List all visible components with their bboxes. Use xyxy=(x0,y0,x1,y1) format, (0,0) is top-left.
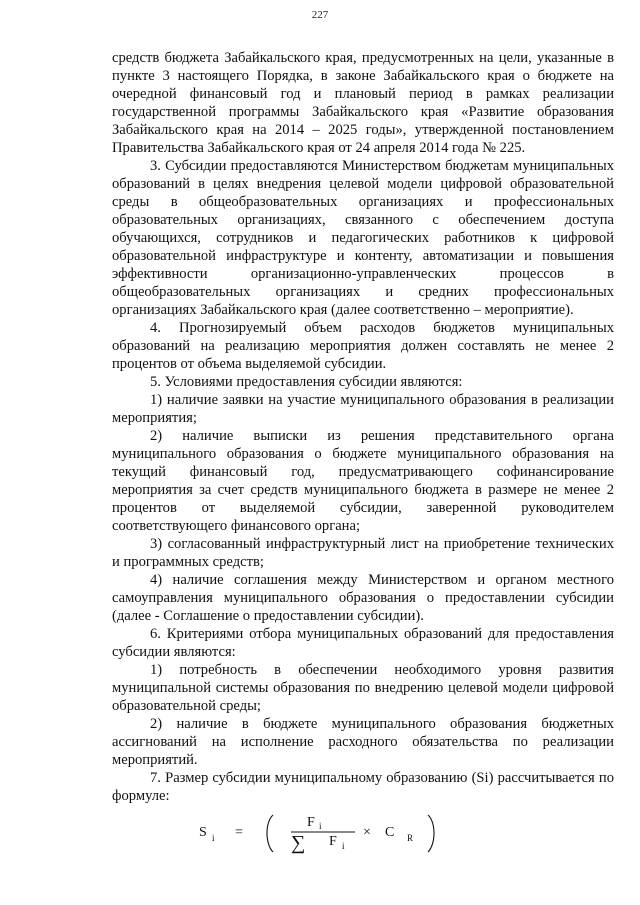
formula-times: × xyxy=(363,825,371,840)
paragraph-5-item-1: 1) наличие заявки на участие муниципального образования в реализации мероприятия; xyxy=(112,392,614,426)
paragraph-5: 5. Условиями предоставления субсидии являются: xyxy=(150,374,463,390)
paragraph-6-item-1: 1) потребность в обеспечении необходимого уровня развития муниципальной системы образования по внедрению целевой модели цифровой образовательной среды; xyxy=(112,662,614,714)
formula-lhs: S xyxy=(199,825,207,840)
paragraph-4: 4. Прогнозируемый объем расходов бюджетов муниципальных образований на реализацию мероприятия должен составлять не менее 2 процентов от объема выделяемой субсидии. xyxy=(112,320,614,372)
formula-sum: ∑ xyxy=(291,832,306,854)
paragraph-5-item-4: 4) наличие соглашения между Министерством и органом местного самоуправления муниципального образования о предоставлении субсидии (далее - Соглашение о предоставлении субсидии). xyxy=(112,572,614,624)
paragraph-6: 6. Критериями отбора муниципальных образований для предоставления субсидии являются: xyxy=(112,626,614,660)
formula-factor-sub: R xyxy=(407,833,414,843)
subsidy-formula xyxy=(195,812,455,857)
paragraph-6-item-2: 2) наличие в бюджете муниципального образования бюджетных ассигнований на исполнение расходного обязательства по реализации мероприятий. xyxy=(112,716,614,768)
left-bracket xyxy=(267,815,273,852)
formula-denominator: F xyxy=(329,834,337,849)
formula-brackets xyxy=(195,812,455,857)
paragraph-5-item-2: 2) наличие выписки из решения представительного органа муниципального образования о бюджете муниципального образования на текущий финансовый год, предусматривающего софинансирование мероприятия за счет средств муниципального бюджета в размере не менее 2 процентов от выделяемой субсидии, заверенной руководителем соответствующего финансового органа; xyxy=(112,428,614,534)
document-body xyxy=(112,49,614,805)
formula-factor: C xyxy=(385,825,395,840)
paragraph-7: 7. Размер субсидии муниципальному образованию (Si) рассчитывается по формуле: xyxy=(112,770,614,804)
formula-lhs-sub: i xyxy=(212,833,215,843)
formula-equals: = xyxy=(235,825,243,840)
formula-numerator-sub: i xyxy=(319,821,322,831)
formula-numerator: F xyxy=(307,815,315,830)
paragraph-continuation: средств бюджета Забайкальского края, предусмотренных на цели, указанные в пункте 3 настоящего Порядка, в законе Забайкальского края о бюджете на очередной финансовый год и плановый период в рамках реализации государственной программы Забайкальского края «Развитие образования Забайкальского края на 2014 – 2025 годы», утвержденной постановлением Правительства Забайкальского края от 24 апреля 2014 года № 225. xyxy=(112,50,614,156)
paragraph-5-item-3: 3) согласованный инфраструктурный лист на приобретение технических и программных средств; xyxy=(112,536,614,570)
page-number: 227 xyxy=(311,9,329,21)
right-bracket xyxy=(428,815,434,852)
paragraph-3: 3. Субсидии предоставляются Министерством бюджетам муниципальных образований в целях внедрения целевой модели цифровой образовательной среды в общеобразовательных организациях и профессиональных образовательных организациях, связанного с обеспечением доступа обучающихся, сотрудников и педагогических работников к цифровой образовательной инфраструктуре и контенту, автоматизации и повышения эффективности организационно-управленческих процессов в общеобразовательных организациях и средних профессиональных организациях Забайкальского края (далее соответственно – мероприятие). xyxy=(112,158,614,318)
formula-denominator-sub: i xyxy=(342,841,345,851)
